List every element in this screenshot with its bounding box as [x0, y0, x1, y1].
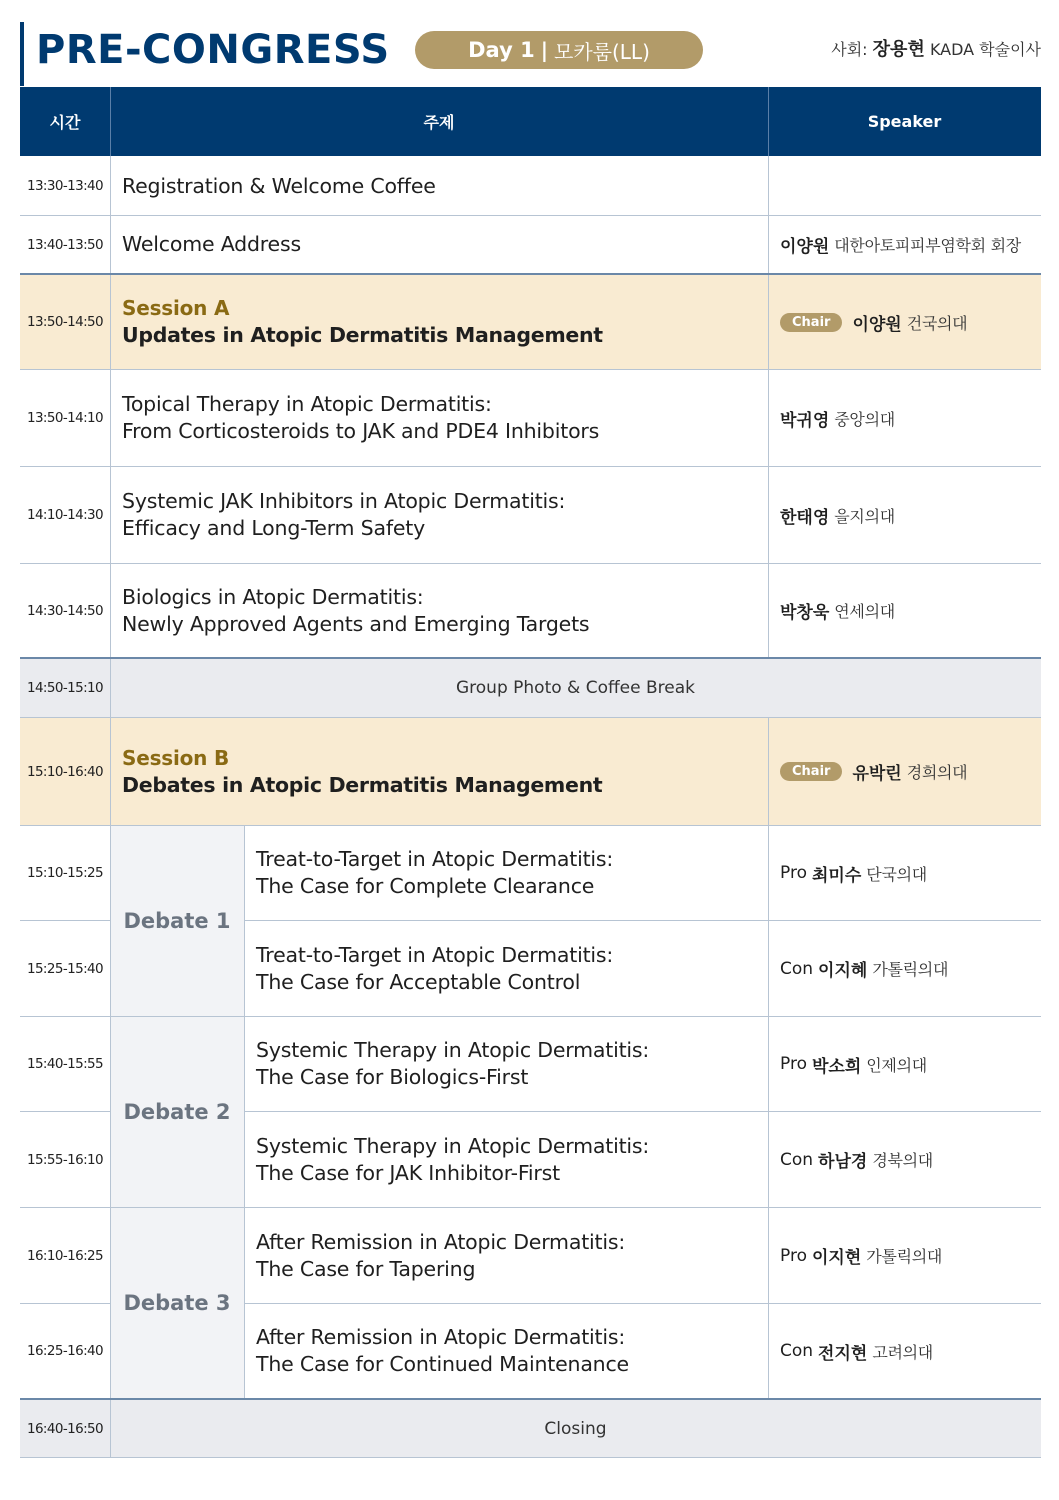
- time-cell: 13:40-13:50: [26, 236, 104, 253]
- debate-label: Debate 1: [123, 909, 231, 933]
- time-cell: 16:40-16:50: [26, 1420, 104, 1437]
- topic-line: The Case for Biologics-First: [256, 1065, 529, 1089]
- topic-line: Newly Approved Agents and Emerging Targets: [122, 611, 590, 636]
- speaker-name: 박소희: [811, 1056, 862, 1077]
- topic-cell: [256, 1208, 625, 1303]
- speaker-affiliation: 경북의대: [872, 1151, 933, 1170]
- chair-cell: [768, 718, 1041, 825]
- time-cell: 13:30-13:40: [26, 178, 104, 194]
- topic-text: Registration & Welcome Coffee: [122, 173, 436, 198]
- topic-line: After Remission in Atopic Dermatitis:: [256, 1229, 626, 1254]
- speaker-name: 하남경: [818, 1152, 868, 1172]
- chair-affiliation: 경희의대: [906, 763, 968, 782]
- speaker-cell: [768, 826, 1041, 920]
- time-cell: 16:25-16:40: [26, 1343, 104, 1359]
- debate-role: Con: [780, 1149, 814, 1170]
- speaker-cell: [768, 1304, 1041, 1398]
- topic-line: From Corticosteroids to JAK and PDE4 Inhibitors: [122, 419, 600, 443]
- break-text: Group Photo & Coffee Break: [455, 678, 696, 698]
- moderator-name: 장용현: [872, 39, 925, 60]
- title-accent-bar: [20, 22, 24, 86]
- chair-name: 이양원: [852, 314, 902, 335]
- debate-role: Pro: [780, 1245, 807, 1266]
- debate-role: Con: [780, 958, 814, 979]
- speaker-affiliation: 고려의대: [872, 1342, 933, 1362]
- topic-line: Efficacy and Long-Term Safety: [122, 516, 426, 540]
- topic-cell: [256, 826, 613, 920]
- topic-line: The Case for Tapering: [256, 1256, 476, 1281]
- session-title: Updates in Atopic Dermatitis Management: [122, 323, 603, 347]
- time-cell: 14:50-15:10: [26, 680, 104, 696]
- topic-line: The Case for Complete Clearance: [256, 874, 595, 898]
- speaker-cell: [768, 1017, 1041, 1111]
- debate-role: Con: [780, 1341, 814, 1361]
- session-title: Debates in Atopic Dermatitis Management: [122, 772, 603, 797]
- topic-line: Topical Therapy in Atopic Dermatitis:: [122, 392, 492, 416]
- page-title: PRE-CONGRESS: [36, 27, 390, 73]
- moderator-affiliation: KADA 학술이사: [929, 40, 1041, 59]
- day-separator: |: [540, 38, 549, 62]
- topic-cell: [256, 1304, 629, 1398]
- chair-name: 유박린: [852, 764, 902, 784]
- time-cell: 15:40-15:55: [26, 1056, 104, 1072]
- topic-cell: [122, 564, 589, 657]
- speaker-cell: [768, 216, 1041, 273]
- debate-label: Debate 3: [123, 1291, 231, 1315]
- time-cell: 15:10-15:25: [26, 865, 104, 881]
- time-cell: 13:50-14:50: [26, 314, 104, 330]
- topic-cell: [122, 216, 301, 273]
- topic-line: The Case for JAK Inhibitor-First: [256, 1160, 560, 1185]
- header-divider: [768, 87, 769, 156]
- chair-badge: Chair: [780, 313, 842, 332]
- day-room-badge: [415, 31, 703, 69]
- time-cell: 15:25-15:40: [26, 960, 104, 977]
- speaker-name: 한태영: [780, 507, 830, 528]
- topic-line: Treat-to-Target in Atopic Dermatitis:: [256, 847, 614, 871]
- column-header-topic: 주제: [423, 113, 455, 132]
- session-a-heading: [122, 275, 603, 369]
- speaker-cell: [768, 1208, 1041, 1303]
- topic-line: Systemic JAK Inhibitors in Atopic Dermatitis:: [122, 489, 566, 513]
- time-cell: 13:50-14:10: [26, 410, 104, 426]
- topic-cell: [256, 1112, 649, 1207]
- chair-badge: Chair: [780, 762, 842, 781]
- speaker-name: 전지현: [818, 1343, 868, 1364]
- day-label: Day 1: [468, 38, 535, 62]
- topic-line: Systemic Therapy in Atopic Dermatitis:: [256, 1133, 650, 1158]
- speaker-affiliation: 연세의대: [834, 602, 895, 621]
- room-label: 모카룸(LL): [554, 39, 650, 64]
- session-label: Session A: [122, 296, 230, 320]
- speaker-cell: [768, 921, 1041, 1016]
- speaker-name: 이지현: [811, 1248, 862, 1268]
- topic-line: The Case for Acceptable Control: [256, 969, 581, 994]
- time-cell: 14:30-14:50: [26, 602, 104, 619]
- topic-cell: [122, 157, 436, 215]
- speaker-name: 이지혜: [818, 961, 868, 981]
- topic-line: The Case for Continued Maintenance: [256, 1352, 629, 1376]
- topic-cell: [256, 1017, 649, 1111]
- chair-cell: [768, 275, 1041, 369]
- speaker-affiliation: 가톨릭의대: [866, 1247, 943, 1266]
- time-cell: 14:10-14:30: [26, 507, 104, 523]
- speaker-name: 박창욱: [780, 603, 830, 623]
- moderator-line: [831, 36, 1041, 64]
- topic-line: Treat-to-Target in Atopic Dermatitis:: [256, 942, 614, 967]
- speaker-affiliation: 중앙의대: [834, 409, 895, 429]
- time-cell: 15:55-16:10: [26, 1151, 104, 1168]
- session-label: Session B: [122, 745, 230, 770]
- time-cell: 16:10-16:25: [26, 1247, 104, 1264]
- speaker-cell: [768, 370, 1041, 466]
- speaker-affiliation: 대한아토피피부염학회 회장: [834, 236, 1021, 255]
- debate-role: Pro: [780, 1054, 807, 1074]
- topic-line: After Remission in Atopic Dermatitis:: [256, 1325, 626, 1349]
- debate-label: Debate 2: [123, 1100, 231, 1124]
- speaker-name: 박귀영: [780, 410, 830, 431]
- speaker-cell: [768, 1112, 1041, 1207]
- debate-role: Pro: [780, 863, 807, 883]
- speaker-affiliation: 단국의대: [866, 864, 927, 884]
- closing-text: Closing: [544, 1418, 607, 1439]
- session-b-heading: [122, 718, 602, 825]
- topic-line: Biologics in Atopic Dermatitis:: [122, 584, 424, 609]
- speaker-affiliation: 을지의대: [834, 506, 895, 526]
- debate-divider: [244, 826, 245, 1398]
- column-header-time: 시간: [49, 113, 81, 132]
- topic-text: Welcome Address: [122, 232, 301, 256]
- row-divider: [20, 1457, 1041, 1458]
- header-divider: [110, 87, 111, 156]
- moderator-prefix: 사회:: [831, 40, 868, 59]
- time-cell: 15:10-16:40: [26, 763, 104, 780]
- topic-cell: [256, 921, 613, 1016]
- speaker-affiliation: 가톨릭의대: [872, 960, 949, 979]
- speaker-affiliation: 인제의대: [866, 1055, 927, 1075]
- topic-line: Systemic Therapy in Atopic Dermatitis:: [256, 1038, 650, 1062]
- speaker-cell: [768, 467, 1041, 563]
- speaker-name: 최미수: [811, 865, 862, 886]
- column-header-speaker: Speaker: [867, 112, 942, 131]
- speaker-cell: [768, 564, 1041, 657]
- topic-cell: [122, 370, 599, 466]
- topic-cell: [122, 467, 565, 563]
- speaker-name: 이양원: [780, 237, 830, 257]
- chair-affiliation: 건국의대: [906, 313, 968, 333]
